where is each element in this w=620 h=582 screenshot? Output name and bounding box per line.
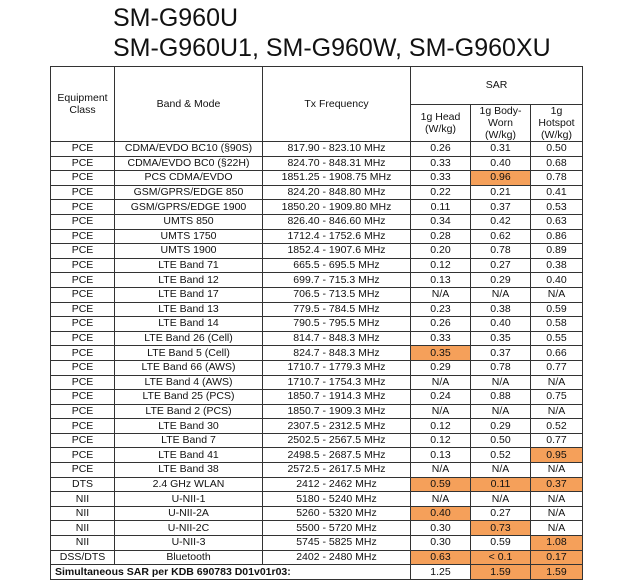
tx-frequency-cell: 1850.20 - 1909.80 MHz xyxy=(263,200,411,215)
table-row xyxy=(51,287,583,302)
table-row xyxy=(51,550,583,565)
head-sar-cell: 0.35 xyxy=(411,346,471,361)
head-sar-cell: 0.28 xyxy=(411,229,471,244)
tx-frequency-cell: 1850.7 - 1909.3 MHz xyxy=(263,404,411,419)
band-mode-cell: LTE Band 13 xyxy=(115,302,263,317)
hotspot-sar-cell: 0.38 xyxy=(531,258,583,273)
body-sar-cell: 0.29 xyxy=(471,419,531,434)
hotspot-sar-cell: 0.89 xyxy=(531,244,583,259)
equipment-class-cell: PCE xyxy=(51,273,115,288)
body-sar-cell: 0.73 xyxy=(471,521,531,536)
body-sar-cell: 0.37 xyxy=(471,200,531,215)
model-variants-title: SM-G960U1, SM-G960W, SM-G960XU xyxy=(113,34,551,62)
table-row xyxy=(51,521,583,536)
hotspot-sar-cell: 0.53 xyxy=(531,200,583,215)
tx-frequency-cell: 2402 - 2480 MHz xyxy=(263,550,411,565)
tx-frequency-cell: 824.70 - 848.31 MHz xyxy=(263,156,411,171)
hotspot-sar-cell: 0.95 xyxy=(531,448,583,463)
table-row xyxy=(51,346,583,361)
hotspot-sar-cell: 0.77 xyxy=(531,433,583,448)
head-sar-cell: 0.33 xyxy=(411,171,471,186)
body-sar-cell: 0.35 xyxy=(471,331,531,346)
hotspot-sar-cell: N/A xyxy=(531,492,583,507)
tx-frequency-cell: 779.5 - 784.5 MHz xyxy=(263,302,411,317)
table-row xyxy=(51,419,583,434)
equipment-class-cell: PCE xyxy=(51,448,115,463)
head-sar-cell: N/A xyxy=(411,375,471,390)
body-sar-cell: 0.27 xyxy=(471,258,531,273)
equipment-class-cell: NII xyxy=(51,492,115,507)
band-mode-cell: 2.4 GHz WLAN xyxy=(115,477,263,492)
table-row xyxy=(51,404,583,419)
equipment-class-cell: PCE xyxy=(51,142,115,157)
table-row xyxy=(51,331,583,346)
hotspot-sar-cell: 0.58 xyxy=(531,317,583,332)
tx-frequency-cell: 1710.7 - 1754.3 MHz xyxy=(263,375,411,390)
band-mode-cell: LTE Band 5 (Cell) xyxy=(115,346,263,361)
tx-frequency-cell: 826.40 - 846.60 MHz xyxy=(263,214,411,229)
band-mode-cell: UMTS 1900 xyxy=(115,244,263,259)
band-mode-cell: LTE Band 66 (AWS) xyxy=(115,360,263,375)
header-band-mode: Band & Mode xyxy=(115,67,263,142)
header-tx-frequency: Tx Frequency xyxy=(263,67,411,142)
hotspot-sar-cell: N/A xyxy=(531,506,583,521)
table-row xyxy=(51,214,583,229)
table-row xyxy=(51,244,583,259)
band-mode-cell: CDMA/EVDO BC10 (§90S) xyxy=(115,142,263,157)
tx-frequency-cell: 1712.4 - 1752.6 MHz xyxy=(263,229,411,244)
tx-frequency-cell: 1852.4 - 1907.6 MHz xyxy=(263,244,411,259)
head-sar-cell: 0.59 xyxy=(411,477,471,492)
equipment-class-cell: PCE xyxy=(51,404,115,419)
body-sar-cell: 0.37 xyxy=(471,346,531,361)
table-row xyxy=(51,229,583,244)
body-sar-cell: N/A xyxy=(471,404,531,419)
hotspot-sar-cell: 0.63 xyxy=(531,214,583,229)
head-sar-cell: 0.13 xyxy=(411,273,471,288)
header-sar: SAR xyxy=(411,67,583,105)
table-row xyxy=(51,142,583,157)
body-sar-cell: < 0.1 xyxy=(471,550,531,565)
table-row xyxy=(51,448,583,463)
head-sar-cell: 0.34 xyxy=(411,214,471,229)
equipment-class-cell: PCE xyxy=(51,302,115,317)
hotspot-sar-cell: 0.41 xyxy=(531,185,583,200)
equipment-class-cell: PCE xyxy=(51,360,115,375)
equipment-class-cell: PCE xyxy=(51,244,115,259)
table-row xyxy=(51,536,583,551)
tx-frequency-cell: 2498.5 - 2687.5 MHz xyxy=(263,448,411,463)
body-sar-cell: 0.21 xyxy=(471,185,531,200)
head-sar-cell: N/A xyxy=(411,404,471,419)
tx-frequency-cell: 817.90 - 823.10 MHz xyxy=(263,142,411,157)
simultaneous-sar-row xyxy=(51,565,583,580)
band-mode-cell: LTE Band 7 xyxy=(115,433,263,448)
hotspot-sar-cell: 0.68 xyxy=(531,156,583,171)
hotspot-sar-cell: 0.37 xyxy=(531,477,583,492)
table-row xyxy=(51,477,583,492)
equipment-class-cell: NII xyxy=(51,536,115,551)
band-mode-cell: LTE Band 14 xyxy=(115,317,263,332)
head-sar-cell: 0.12 xyxy=(411,419,471,434)
band-mode-cell: U-NII-3 xyxy=(115,536,263,551)
tx-frequency-cell: 5180 - 5240 MHz xyxy=(263,492,411,507)
head-sar-cell: 0.22 xyxy=(411,185,471,200)
table-row xyxy=(51,273,583,288)
equipment-class-cell: DTS xyxy=(51,477,115,492)
hotspot-sar-cell: 0.52 xyxy=(531,419,583,434)
header-hotspot: 1g Hotspot (W/kg) xyxy=(531,105,583,142)
band-mode-cell: LTE Band 2 (PCS) xyxy=(115,404,263,419)
band-mode-cell: GSM/GPRS/EDGE 1900 xyxy=(115,200,263,215)
head-sar-cell: 0.11 xyxy=(411,200,471,215)
head-sar-cell: 0.23 xyxy=(411,302,471,317)
hotspot-sar-cell: 0.17 xyxy=(531,550,583,565)
hotspot-sar-cell: 0.59 xyxy=(531,302,583,317)
simultaneous-sar-label: Simultaneous SAR per KDB 690783 D01v01r03: xyxy=(51,565,411,580)
hotspot-sar-cell: 0.86 xyxy=(531,229,583,244)
body-sar-cell: 0.11 xyxy=(471,477,531,492)
table-row xyxy=(51,258,583,273)
equipment-class-cell: PCE xyxy=(51,390,115,405)
hotspot-sar-cell: 0.40 xyxy=(531,273,583,288)
head-sar-cell: 0.40 xyxy=(411,506,471,521)
body-sar-cell: N/A xyxy=(471,492,531,507)
tx-frequency-cell: 2502.5 - 2567.5 MHz xyxy=(263,433,411,448)
body-sar-cell: 0.29 xyxy=(471,273,531,288)
table-row xyxy=(51,463,583,478)
band-mode-cell: LTE Band 4 (AWS) xyxy=(115,375,263,390)
body-sar-cell: 0.27 xyxy=(471,506,531,521)
head-sar-cell: 0.33 xyxy=(411,331,471,346)
equipment-class-cell: PCE xyxy=(51,156,115,171)
band-mode-cell: Bluetooth xyxy=(115,550,263,565)
hotspot-sar-cell: 0.66 xyxy=(531,346,583,361)
head-sar-cell: N/A xyxy=(411,463,471,478)
table-row xyxy=(51,156,583,171)
equipment-class-cell: PCE xyxy=(51,185,115,200)
band-mode-cell: LTE Band 12 xyxy=(115,273,263,288)
hotspot-sar-cell: N/A xyxy=(531,463,583,478)
head-sar-cell: 0.26 xyxy=(411,317,471,332)
band-mode-cell: U-NII-2A xyxy=(115,506,263,521)
tx-frequency-cell: 824.20 - 848.80 MHz xyxy=(263,185,411,200)
head-sar-cell: 0.12 xyxy=(411,433,471,448)
head-sar-cell: 0.13 xyxy=(411,448,471,463)
head-sar-cell: 0.12 xyxy=(411,258,471,273)
body-sar-cell: 0.42 xyxy=(471,214,531,229)
body-sar-cell: 0.38 xyxy=(471,302,531,317)
body-sar-cell: 0.52 xyxy=(471,448,531,463)
equipment-class-cell: PCE xyxy=(51,375,115,390)
band-mode-cell: U-NII-2C xyxy=(115,521,263,536)
tx-frequency-cell: 1850.7 - 1914.3 MHz xyxy=(263,390,411,405)
equipment-class-cell: PCE xyxy=(51,433,115,448)
tx-frequency-cell: 2572.5 - 2617.5 MHz xyxy=(263,463,411,478)
hotspot-sar-cell: 0.55 xyxy=(531,331,583,346)
head-sar-cell: 0.63 xyxy=(411,550,471,565)
equipment-class-cell: PCE xyxy=(51,419,115,434)
tx-frequency-cell: 1710.7 - 1779.3 MHz xyxy=(263,360,411,375)
band-mode-cell: PCS CDMA/EVDO xyxy=(115,171,263,186)
header-equipment-class: Equipment Class xyxy=(51,67,115,142)
band-mode-cell: CDMA/EVDO BC0 (§22H) xyxy=(115,156,263,171)
table-row xyxy=(51,492,583,507)
body-sar-cell: N/A xyxy=(471,463,531,478)
hotspot-sar-cell: N/A xyxy=(531,521,583,536)
hotspot-sar-cell: 1.08 xyxy=(531,536,583,551)
head-sar-cell: 0.30 xyxy=(411,536,471,551)
band-mode-cell: LTE Band 30 xyxy=(115,419,263,434)
equipment-class-cell: PCE xyxy=(51,200,115,215)
body-sar-cell: 0.88 xyxy=(471,390,531,405)
table-row xyxy=(51,390,583,405)
equipment-class-cell: PCE xyxy=(51,214,115,229)
body-sar-cell: N/A xyxy=(471,287,531,302)
table-row xyxy=(51,360,583,375)
tx-frequency-cell: 824.7 - 848.3 MHz xyxy=(263,346,411,361)
tx-frequency-cell: 706.5 - 713.5 MHz xyxy=(263,287,411,302)
head-sar-cell: 0.20 xyxy=(411,244,471,259)
table-row xyxy=(51,302,583,317)
hotspot-sar-cell: 0.77 xyxy=(531,360,583,375)
band-mode-cell: LTE Band 25 (PCS) xyxy=(115,390,263,405)
body-sar-cell: 0.62 xyxy=(471,229,531,244)
simultaneous-body-sar-cell: 1.59 xyxy=(471,565,531,580)
body-sar-cell: 0.96 xyxy=(471,171,531,186)
head-sar-cell: 0.26 xyxy=(411,142,471,157)
band-mode-cell: UMTS 850 xyxy=(115,214,263,229)
body-sar-cell: 0.40 xyxy=(471,156,531,171)
band-mode-cell: UMTS 1750 xyxy=(115,229,263,244)
equipment-class-cell: PCE xyxy=(51,258,115,273)
tx-frequency-cell: 665.5 - 695.5 MHz xyxy=(263,258,411,273)
header-head: 1g Head (W/kg) xyxy=(411,105,471,142)
body-sar-cell: 0.78 xyxy=(471,360,531,375)
tx-frequency-cell: 5500 - 5720 MHz xyxy=(263,521,411,536)
band-mode-cell: GSM/GPRS/EDGE 850 xyxy=(115,185,263,200)
tx-frequency-cell: 2412 - 2462 MHz xyxy=(263,477,411,492)
table-row xyxy=(51,200,583,215)
tx-frequency-cell: 5260 - 5320 MHz xyxy=(263,506,411,521)
hotspot-sar-cell: N/A xyxy=(531,404,583,419)
tx-frequency-cell: 790.5 - 795.5 MHz xyxy=(263,317,411,332)
table-row xyxy=(51,433,583,448)
head-sar-cell: 0.29 xyxy=(411,360,471,375)
hotspot-sar-cell: 0.50 xyxy=(531,142,583,157)
head-sar-cell: 0.30 xyxy=(411,521,471,536)
table-row xyxy=(51,171,583,186)
tx-frequency-cell: 814.7 - 848.3 MHz xyxy=(263,331,411,346)
equipment-class-cell: PCE xyxy=(51,229,115,244)
simultaneous-head-sar-cell: 1.25 xyxy=(411,565,471,580)
body-sar-cell: 0.31 xyxy=(471,142,531,157)
equipment-class-cell: PCE xyxy=(51,171,115,186)
model-title: SM-G960U xyxy=(113,4,239,32)
band-mode-cell: U-NII-1 xyxy=(115,492,263,507)
tx-frequency-cell: 699.7 - 715.3 MHz xyxy=(263,273,411,288)
band-mode-cell: LTE Band 17 xyxy=(115,287,263,302)
hotspot-sar-cell: N/A xyxy=(531,375,583,390)
hotspot-sar-cell: 0.75 xyxy=(531,390,583,405)
body-sar-cell: 0.40 xyxy=(471,317,531,332)
head-sar-cell: 0.33 xyxy=(411,156,471,171)
table-row xyxy=(51,185,583,200)
head-sar-cell: N/A xyxy=(411,492,471,507)
tx-frequency-cell: 5745 - 5825 MHz xyxy=(263,536,411,551)
equipment-class-cell: PCE xyxy=(51,346,115,361)
hotspot-sar-cell: N/A xyxy=(531,287,583,302)
body-sar-cell: 0.78 xyxy=(471,244,531,259)
equipment-class-cell: PCE xyxy=(51,463,115,478)
body-sar-cell: N/A xyxy=(471,375,531,390)
simultaneous-hotspot-sar-cell: 1.59 xyxy=(531,565,583,580)
body-sar-cell: 0.50 xyxy=(471,433,531,448)
table-row xyxy=(51,375,583,390)
body-sar-cell: 0.59 xyxy=(471,536,531,551)
head-sar-cell: 0.24 xyxy=(411,390,471,405)
table-row xyxy=(51,317,583,332)
tx-frequency-cell: 1851.25 - 1908.75 MHz xyxy=(263,171,411,186)
equipment-class-cell: PCE xyxy=(51,317,115,332)
band-mode-cell: LTE Band 38 xyxy=(115,463,263,478)
equipment-class-cell: NII xyxy=(51,521,115,536)
band-mode-cell: LTE Band 41 xyxy=(115,448,263,463)
hotspot-sar-cell: 0.78 xyxy=(531,171,583,186)
sar-table xyxy=(50,66,583,580)
table-row xyxy=(51,506,583,521)
equipment-class-cell: PCE xyxy=(51,287,115,302)
equipment-class-cell: DSS/DTS xyxy=(51,550,115,565)
equipment-class-cell: PCE xyxy=(51,331,115,346)
band-mode-cell: LTE Band 26 (Cell) xyxy=(115,331,263,346)
equipment-class-cell: NII xyxy=(51,506,115,521)
tx-frequency-cell: 2307.5 - 2312.5 MHz xyxy=(263,419,411,434)
head-sar-cell: N/A xyxy=(411,287,471,302)
band-mode-cell: LTE Band 71 xyxy=(115,258,263,273)
header-body: 1g Body-Worn (W/kg) xyxy=(471,105,531,142)
